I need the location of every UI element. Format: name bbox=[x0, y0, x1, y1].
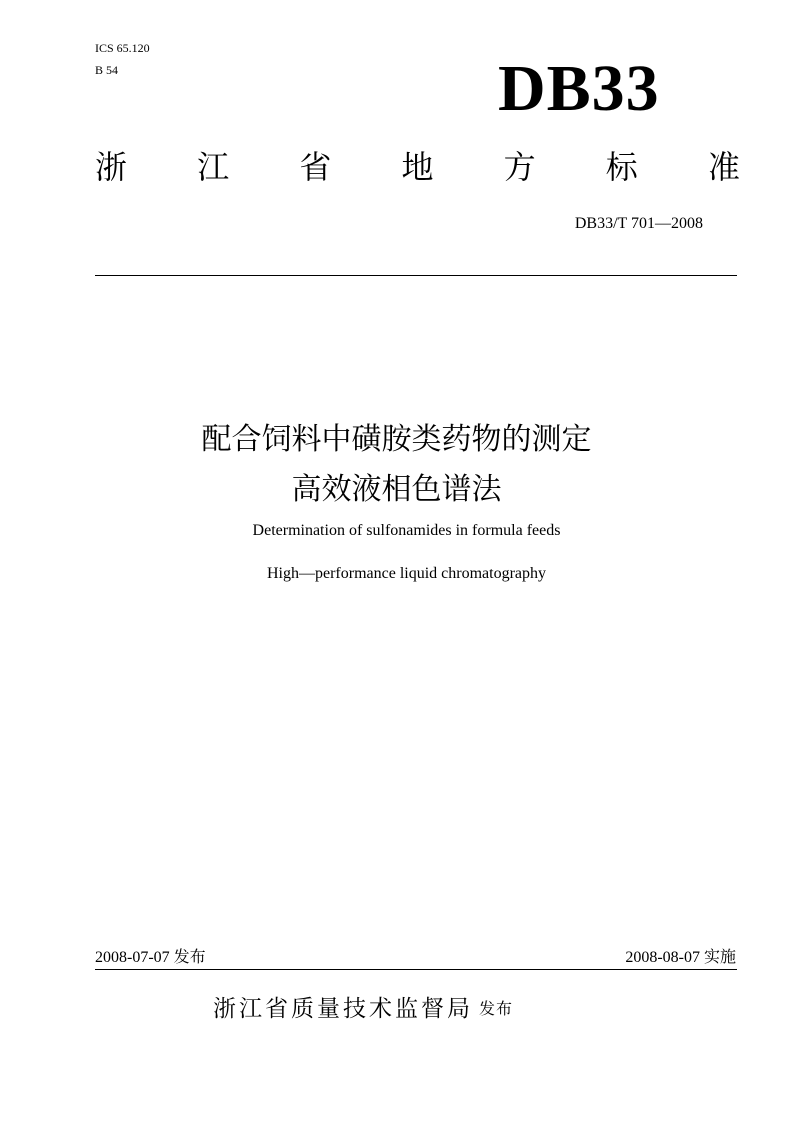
bottom-divider bbox=[95, 969, 737, 970]
issue-date bbox=[95, 947, 206, 968]
publisher-name: 浙江省质量技术监督局 bbox=[213, 996, 473, 1022]
title-cn-line1: 配合饲料中磺胺类药物的测定 bbox=[201, 422, 592, 457]
title-cn-line2: 高效液相色谱法 bbox=[291, 472, 502, 507]
standard-type-char: 省 bbox=[299, 148, 332, 186]
publisher-suffix: 发布 bbox=[479, 999, 514, 1018]
implement-date bbox=[625, 947, 736, 968]
title-en-line2: High—performance liquid chromatography bbox=[266, 565, 547, 582]
title-en-line1: Determination of sulfonamides in formula feeds bbox=[252, 522, 561, 539]
top-divider bbox=[95, 275, 737, 276]
ics-code: ICS 65.120 bbox=[95, 41, 150, 55]
standard-type-char: 标 bbox=[605, 148, 638, 186]
standard-type-char: 浙 bbox=[95, 148, 128, 186]
standard-type-char: 江 bbox=[197, 148, 230, 186]
implement-date-label: 实施 bbox=[703, 947, 736, 966]
issue-date-label: 发布 bbox=[173, 947, 206, 966]
standard-type bbox=[95, 146, 740, 188]
standard-number: DB33/T 701—2008 bbox=[574, 215, 703, 232]
standard-type-char: 准 bbox=[707, 148, 740, 186]
implement-date-value: 2008-08-07 bbox=[625, 949, 700, 966]
ccs-code: B 54 bbox=[95, 63, 119, 77]
publisher bbox=[213, 994, 513, 1024]
db-logo: DB33 bbox=[498, 52, 660, 125]
standard-type-char: 方 bbox=[503, 148, 536, 186]
standard-type-char: 地 bbox=[401, 148, 434, 186]
issue-date-value: 2008-07-07 bbox=[95, 949, 170, 966]
